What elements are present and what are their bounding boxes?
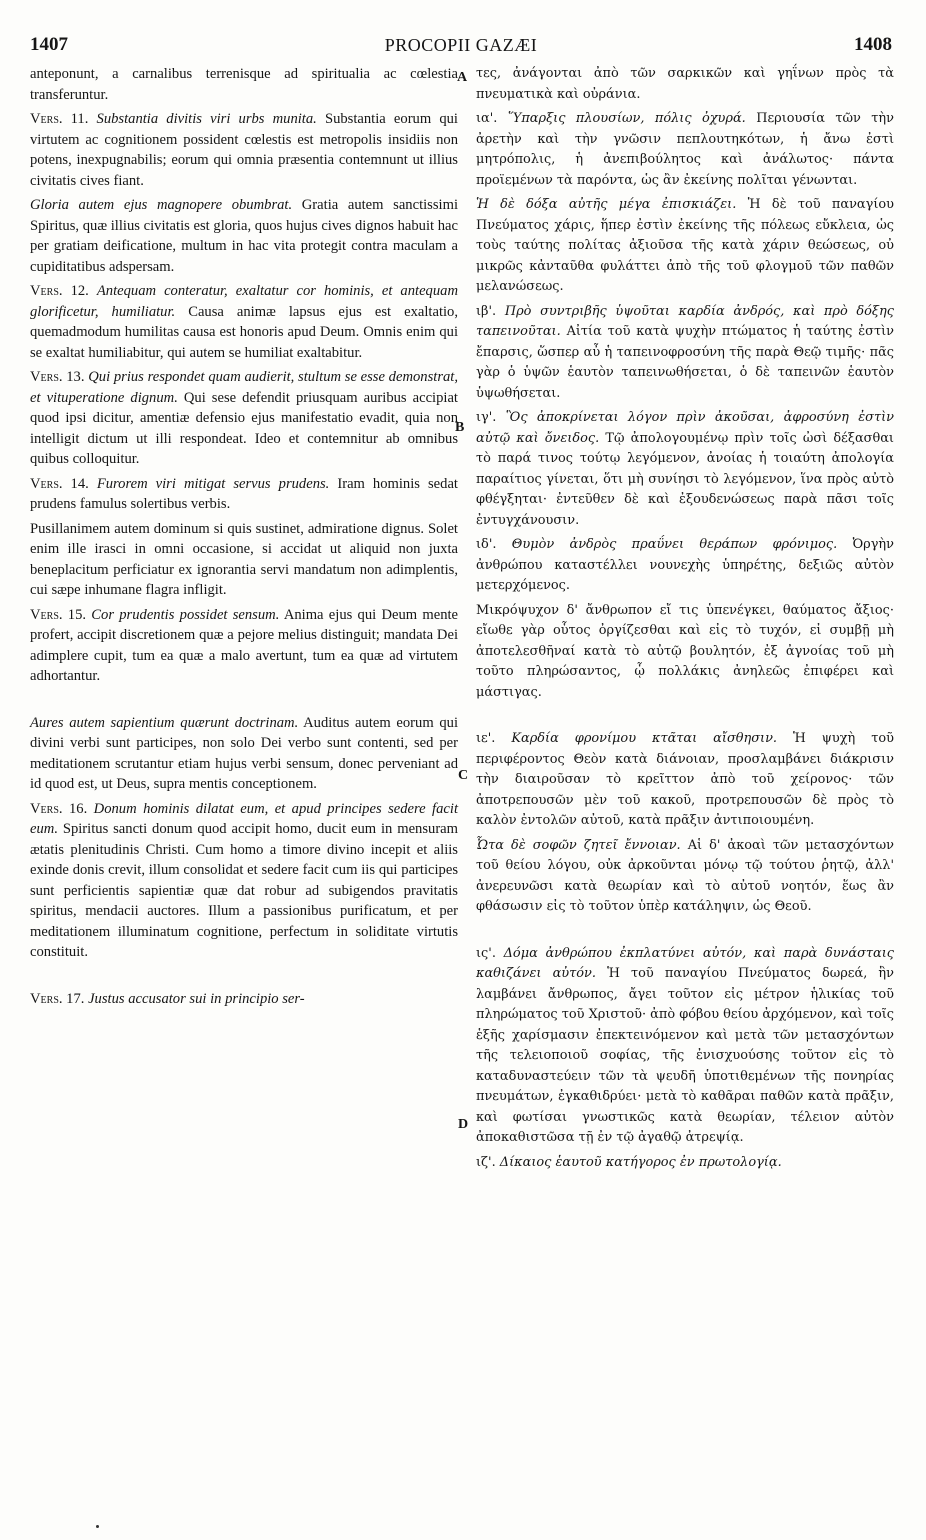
latin-paragraph bbox=[30, 713, 458, 795]
commentary-text: Qui sese defendit priusquam auribus accipiat quod ipsi dicitur, amentiæ defensio ejus manifestatio evadit, quia non intelligit dictum ut illi respondeat. Ideo et contemnitur ab omnibus quibus colloquitur. bbox=[30, 389, 458, 467]
greek-paragraph bbox=[476, 109, 894, 191]
greek-paragraph bbox=[476, 836, 894, 918]
paragraph-gap bbox=[30, 691, 458, 713]
running-title: PROCOPII GAZÆI bbox=[384, 35, 538, 55]
greek-paragraph bbox=[476, 535, 894, 597]
latin-column bbox=[30, 64, 458, 1013]
verse-number: ιβ'. bbox=[476, 303, 497, 319]
greek-paragraph bbox=[476, 408, 894, 531]
commentary-text: anteponunt, a carnalibus terrenisque ad spiritualia ac cœlestia transferuntur. bbox=[30, 66, 458, 103]
verse-lemma: Ὃς ἀποκρίνεται λόγον πρὶν ἀκοῦσαι, ἀφροσύνη ἐστὶν αὐτῷ καὶ ὄνειδος. bbox=[476, 410, 894, 446]
commentary-text: τες, ἀνάγονται ἀπὸ τῶν σαρκικῶν καὶ γηΐνων πρὸς τὰ πνευματικὰ καὶ οὐράνια. bbox=[476, 66, 894, 102]
commentary-text: Αἱ δ' ἀκοαὶ τῶν μετασχόντων τοῦ θείου λόγου, οὐκ ἀρκοῦνται μόνῳ τῷ τούτου ῥητῷ, ἀλλ' ἀνερευνῶσι κατὰ θεωρίαν καὶ τὸ αὐτοῦ νοητόν, ἕως ἂν φθάσωσιν εἰς τὸ τοῦτον ὑπὲρ κατάληψιν, ὡς Θεοῦ. bbox=[476, 837, 895, 914]
verse-lemma: Πρὸ συντριβῆς ὑψοῦται καρδία ἀνδρός, καὶ πρὸ δόξης ταπεινοῦται. bbox=[476, 303, 894, 339]
verse-number: ις'. bbox=[476, 945, 496, 961]
greek-column bbox=[476, 64, 894, 1177]
section-marker-a: A bbox=[457, 70, 468, 85]
commentary-text: Substantia eorum qui virtutem ac cognitionem possident cœlestis est metropolis insidiis non potens, inexpugnabilis; eorum qui omnia præsentia contemnunt ut illius civitatis cives fiant. bbox=[30, 111, 458, 189]
latin-paragraph bbox=[30, 64, 458, 105]
latin-paragraph bbox=[30, 281, 458, 363]
printer-dot bbox=[96, 1525, 99, 1528]
page-header bbox=[30, 34, 892, 60]
verse-number: ιδ'. bbox=[476, 537, 497, 552]
paragraph-gap bbox=[476, 922, 894, 944]
verse-number: Vers. 17. bbox=[30, 990, 85, 1007]
verse-lemma: Θυμὸν ἀνδρὸς πραΰνει θεράπων φρόνιμος. bbox=[511, 537, 838, 552]
section-marker-c: C bbox=[458, 768, 469, 783]
commentary-text: Spiritus sancti donum quod accipit homo, ducit eum in mensuram ætatis plenitudinis Christi. Cum homo a timore divino incepit et aliis exinde donis crevit, illum consolidat et sedere facit cum iis qui participes sunt perficientis sapientiæ quæ dat robur ad subigendos pravitatis spiritus, mendacii auctores. Illum a passionibus purificatum, et per meditationem illuminatum cognitione, perfectum in soliditate virtutis constituit. bbox=[30, 821, 459, 960]
commentary-text: Anima ejus qui Deum mente profert, accipit discretionem quæ a pejore melius distinguit; mandata Dei adimplere cupit, tum ea quæ a malo avertunt, tum ea quæ ad virtutem adhortantur. bbox=[30, 606, 459, 684]
verse-number: Vers. 11. bbox=[30, 111, 89, 127]
commentary-text: Μικρόψυχον δ' ἄνθρωπον εἴ τις ὑπενέγκει, θαύματος ἄξιος· εἴωθε γὰρ οὗτος ὀργίζεσθαι καὶ εἰς τὸ τυχόν, εἰ συμβῇ μὴ ἀποτελεσθῆναί κατὰ τὸ αὐτῷ βουλητόν, ἐξ ἀγνοίας τοῦ μὴ τοῦτο πληρώσαντος, ᾧ πολλάκις ἀνηλεῶς ἐπιφέρει καὶ μάστιγας. bbox=[476, 602, 894, 700]
commentary-text: Ἡ τοῦ παναγίου Πνεύματος δωρεά, ἣν λαμβάνει ἄνθρωπος, ἄγει τοῦτον εἰς μέτρον ἡλικίας τοῦ πληρώματος τοῦ Χριστοῦ· ἀπὸ φόβου θείου ἀρχόμενον, καὶ τοῖς ἑξῆς χαρίσμασιν ἐπεκτεινόμενον καὶ μετὰ τῶν μετασχόντων τῆς τελειοποιοῦ σοφίας, τῆς ἐνισχυούσης τοῦτον εἰς τὸ καταδυναστεύειν τῶν τὰ ψευδῆ ὑποτιθεμένων τῆς πονηρίας πνευμάτων, ἐγκαθιδρύει· μετὰ τὸ καθᾶραι παθῶν κατὰ πρᾶξιν, καὶ φωτίσαι γνωστικῶς κατὰ θεωρίαν, τέλειον αὐτὸν ἀποκαθιστῶσα τῇ ἐν τῷ ἀγαθῷ ἀτρεψίᾳ. bbox=[476, 966, 894, 1145]
verse-number: Vers. 16. bbox=[30, 800, 88, 817]
verse-lemma: Cor prudentis possidet sensum. bbox=[91, 606, 280, 623]
commentary-text: Iram hominis sedat prudens famulus solertibus verbis. bbox=[30, 475, 458, 512]
commentary-text: Ὀργὴν ἀνθρώπου καταστέλλει νουνεχὴς ὑπηρέτης, δεξιῶς αὐτὸν μετερχόμενος. bbox=[476, 537, 894, 593]
right-page-number: 1408 bbox=[854, 34, 892, 55]
greek-paragraph bbox=[476, 601, 894, 704]
verse-lemma: Furorem viri mitigat servus prudens. bbox=[96, 475, 330, 492]
commentary-text: Causa animæ lapsus ejus est exaltatio, quemadmodum humilitas causa est honoris apud Deum. Omnis enim qui se exaltat humiliabitur, qui autem se humiliat exaltabitur. bbox=[30, 303, 459, 361]
latin-paragraph bbox=[30, 195, 458, 277]
section-marker-b: B bbox=[455, 420, 465, 435]
greek-paragraph bbox=[476, 729, 894, 832]
latin-paragraph bbox=[30, 989, 458, 1010]
verse-number: ιζ'. bbox=[476, 1154, 496, 1170]
latin-paragraph bbox=[30, 799, 458, 963]
verse-lemma: Gloria autem ejus magnopere obumbrat. bbox=[30, 197, 293, 213]
greek-paragraph bbox=[476, 944, 894, 1149]
verse-lemma: Δόμα ἀνθρώπου ἐκπλατύνει αὐτόν, καὶ παρὰ δυνάσταις καθιζάνει αὐτόν. bbox=[476, 945, 894, 981]
verse-lemma: Justus accusator sui in principio ser- bbox=[88, 990, 305, 1007]
latin-paragraph bbox=[30, 367, 458, 470]
paragraph-gap bbox=[30, 967, 458, 989]
verse-lemma: Antequam conteratur, exaltatur cor hominis, et antequam glorificetur, humiliatur. bbox=[30, 283, 458, 320]
verse-lemma: Aures autem sapientium quærunt doctrinam. bbox=[30, 714, 299, 731]
commentary-text: Pusillanimem autem dominum si quis sustinet, admiratione dignus. Solet enim ille irasci in omni occasione, si accidat ut aliquid non juxta beneplacitum perficiatur ex ignorantia servi mandatum non adimplentis, cui sæpe inhumane flagra infligit. bbox=[30, 520, 458, 598]
greek-paragraph bbox=[476, 1153, 894, 1174]
verse-lemma: Καρδία φρονίμου κτᾶται αἴσθησιν. bbox=[511, 731, 778, 746]
commentary-text: Auditus autem eorum qui divini verbi sunt participes, non solo Dei verbo sunt contenti, sed per meditationem scrutantur etiam hujus verbi sensum, donec perveniant ad id quod est, ut Deus, supra mentis conceptionem. bbox=[30, 714, 458, 792]
greek-paragraph bbox=[476, 195, 894, 298]
latin-paragraph bbox=[30, 519, 458, 601]
commentary-text: Gratia autem sanctissimi Spiritus, quæ illius civitatis est gloria, quos hujus cives dignos habuit hac per gratiam deificatione, multum in hac vita protegit contra maculam a cupiditatibus adspersam. bbox=[30, 197, 458, 275]
latin-paragraph bbox=[30, 605, 458, 687]
latin-paragraph bbox=[30, 109, 458, 191]
paragraph-gap bbox=[476, 707, 894, 729]
verse-number: Vers. 13. bbox=[30, 369, 85, 385]
verse-lemma: Ὦτα δὲ σοφῶν ζητεῖ ἔννοιαν. bbox=[476, 837, 681, 853]
verse-lemma: Δίκαιος ἑαυτοῦ κατήγορος ἐν πρωτολογίᾳ. bbox=[499, 1154, 782, 1170]
commentary-text: Τῷ ἀπολογουμένῳ πρὶν τοῖς ὠσὶ δέξασθαι τὸ παρά τινος τούτῳ λεγόμενον, ἀνοίας ἡ τοιαύτη ἀπολογία παραίτιος γίνεται, ὅτι μὴ συνίησι τὸ λεγόμενον, ἵνα πρὸς αὐτὸ φθέγξηται· ἐντεῦθεν δὲ καὶ ἐξουδενώσεως παρὰ πᾶσι τοῖς ἐντυγχάνουσιν. bbox=[476, 430, 894, 528]
verse-lemma: Substantia divitis viri urbs munita. bbox=[96, 111, 317, 127]
left-page-number: 1407 bbox=[30, 34, 68, 55]
verse-number: Vers. 14. bbox=[30, 475, 89, 492]
commentary-text: Ἡ ψυχὴ τοῦ περιφέροντος Θεὸν κατὰ διάνοιαν, προσλαμβάνει διάκρισιν τὴν διαιροῦσαν τὸ κρεῖττον ἀπὸ τοῦ χείρονος· τῶν ἀποτρεπουσῶν μὲν τοῦ κακοῦ, προτρεπουσῶν δὲ πρὸς τὸ καλὸν ἐντολῶν αὐτοῦ, κατὰ πρᾶξιν ἀντιποιουμένη. bbox=[476, 731, 894, 828]
commentary-text: Αἰτία τοῦ κατὰ ψυχὴν πτώματος ἡ ταύτης ἐστὶν ἔπαρσις, ὥσπερ αὖ ἡ ταπεινοφροσύνη τῆς παρὰ Θεῷ τιμῆς· πᾶς γὰρ ὁ ὑψῶν ἑαυτὸν ταπεινωθήσεται, ὁ δὲ ταπεινῶν ἑαυτὸν ὑψωθήσεται. bbox=[476, 324, 894, 401]
verse-lemma: Ὕπαρξις πλουσίων, πόλις ὀχυρά. bbox=[507, 111, 746, 126]
verse-lemma: Qui prius respondet quam audierit, stultum se esse demonstrat, et vituperatione dignum. bbox=[30, 369, 459, 406]
verse-number: ιγ'. bbox=[476, 410, 497, 425]
verse-number: Vers. 12. bbox=[30, 283, 89, 299]
commentary-text: Ἡ δὲ τοῦ παναγίου Πνεύματος χάρις, ἥπερ ἐστὶν ἐκείνης τῆς πόλεως εὔκλεια, ὡς τοὺς ταύτης πολίτας ἀξιοῦσα τῆς κατὰ χάριν θεώσεως, οὐ μικρῶς κἀνταῦθα φυλάττει ἀπὸ τῆς τοῦ φλογμοῦ τῶν παθῶν μελανώσεως. bbox=[476, 197, 894, 294]
verse-lemma: Donum hominis dilatat eum, et apud principes sedere facit eum. bbox=[30, 800, 458, 837]
section-marker-d: D bbox=[458, 1117, 469, 1132]
verse-number: Vers. 15. bbox=[30, 606, 87, 623]
greek-paragraph bbox=[476, 64, 894, 105]
verse-number: ιε'. bbox=[476, 731, 496, 746]
latin-paragraph bbox=[30, 474, 458, 515]
greek-paragraph bbox=[476, 302, 894, 405]
commentary-text: Περιουσία τῶν τὴν ἀρετὴν καὶ τὴν γνῶσιν πεπλουτηκότων, ἡ ἄνω ἐστὶ μητρόπολις, ἡ ἀνεπιβούλητος καὶ ἀνάλωτος· πάντα προϊεμένων τὰ παρόντα, ὡς ἂν ἐκείνης πολῖται γένωνται. bbox=[476, 111, 894, 188]
verse-lemma: Ἡ δὲ δόξα αὐτῆς μέγα ἐπισκιάζει. bbox=[476, 197, 737, 212]
verse-number: ια'. bbox=[476, 111, 498, 126]
